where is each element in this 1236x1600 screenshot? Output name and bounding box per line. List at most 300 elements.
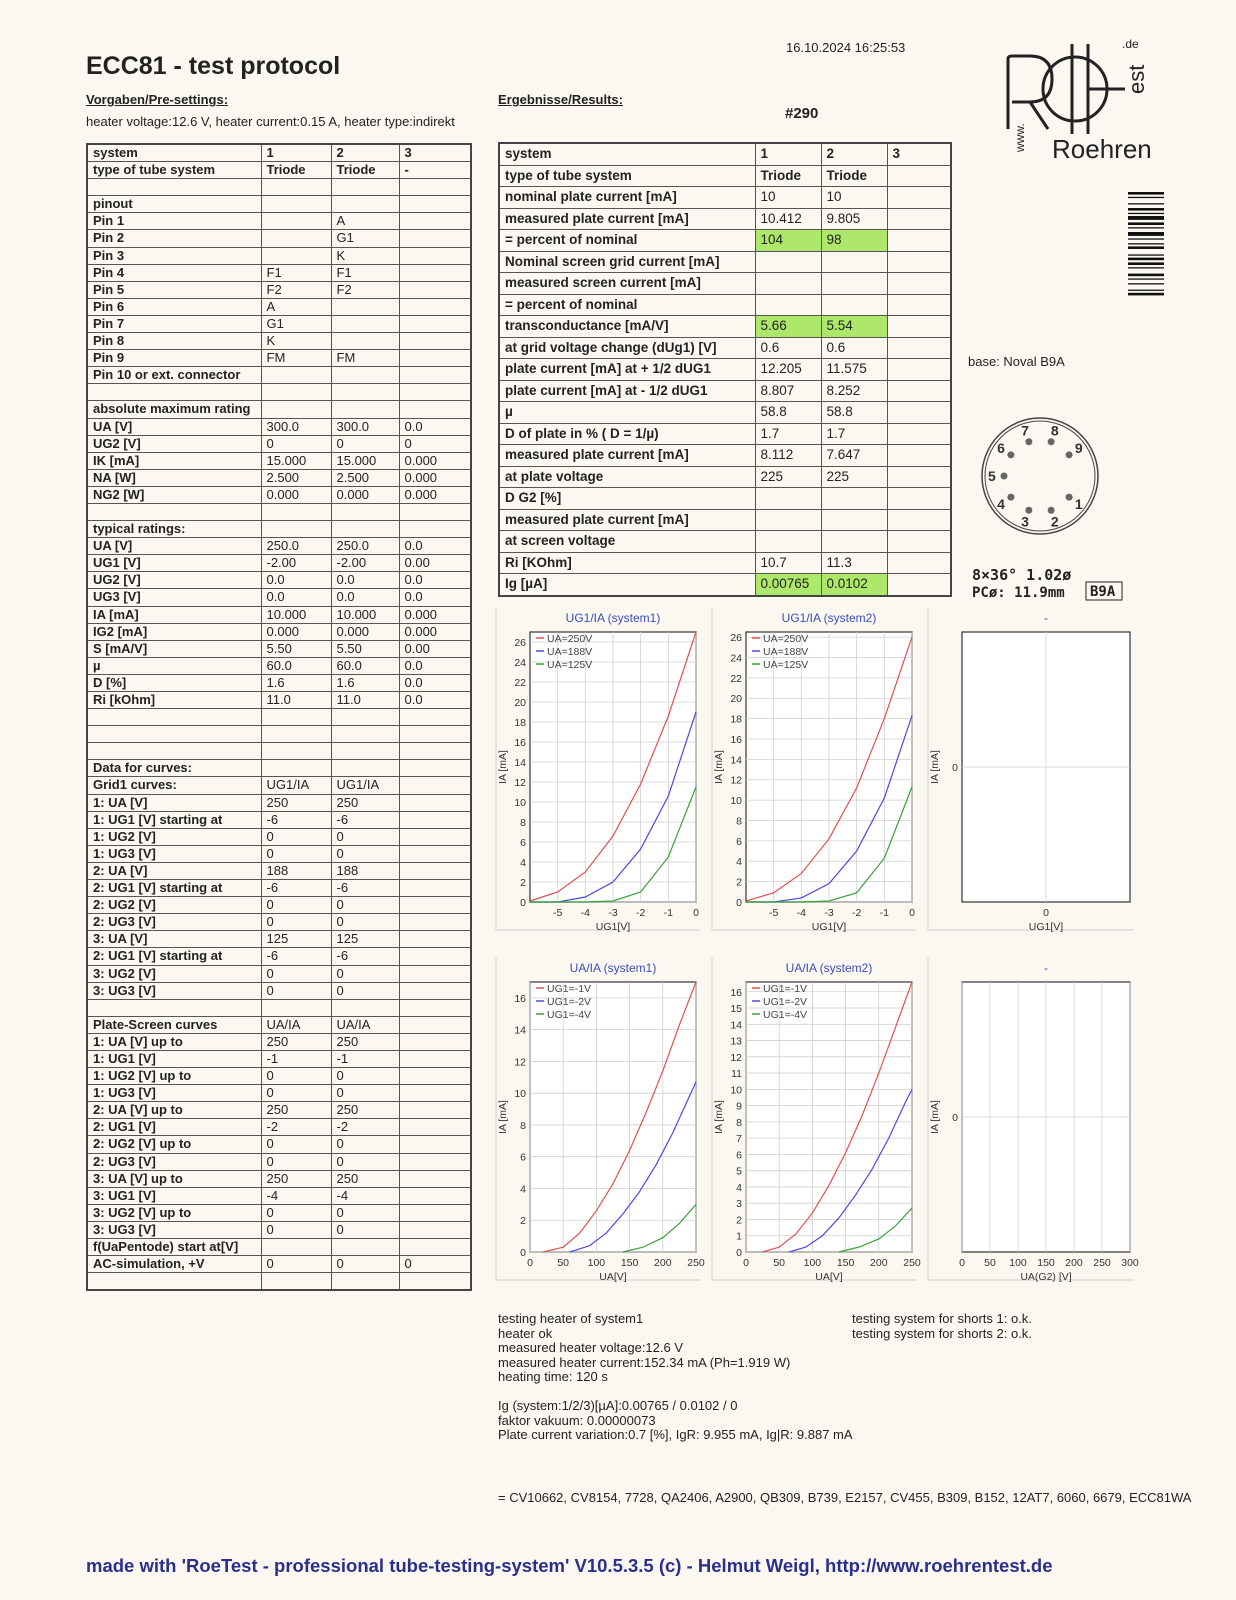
presettings-cell: 0 [331,1221,399,1238]
results-cell [887,531,951,553]
results-cell: 0.00765 [755,574,821,596]
presettings-row-label [87,743,261,760]
socket-pin [1066,494,1073,501]
presettings-row-label: Ri [kOhm] [87,692,261,709]
presettings-row [87,521,471,538]
y-tick-label: 6 [736,835,742,848]
chart-title: UG1/IA (system1) [565,611,661,625]
chart-title: UG1/IA (system2) [781,611,877,625]
presettings-cell: 0.0 [399,657,471,674]
y-tick-label: 0 [736,897,742,909]
presettings-row-label: NA [W] [87,469,261,486]
socket-pin [1007,494,1014,501]
presettings-row-label: NG2 [W] [87,486,261,503]
presettings-cell: 0 [331,914,399,931]
results-cell [887,445,951,467]
presettings-cell: 0 [331,1204,399,1221]
presettings-cell [399,264,471,281]
presettings-cell: F2 [331,281,399,298]
presettings-cell: -1 [261,1050,331,1067]
presettings-cell [331,1239,399,1256]
results-cell [821,531,887,553]
presettings-cell: 0.0 [399,538,471,555]
presettings-row [87,982,471,999]
presettings-cell: 0 [261,965,331,982]
y-tick-label: 10 [514,1088,526,1101]
barcode-bar [1128,213,1164,214]
logo-www-text: www. [1013,123,1027,152]
y-tick-label: 4 [736,856,742,869]
presettings-cell: 0.000 [399,606,471,623]
y-tick-label: 22 [730,672,742,685]
presettings-cell [331,999,399,1016]
y-tick-label: 10 [514,797,526,809]
presettings-cell [261,760,331,777]
socket-pin-label: 7 [1021,422,1029,439]
presettings-cell: G1 [261,315,331,332]
presettings-row-label: Pin 9 [87,350,261,367]
presettings-cell: 0.0 [399,589,471,606]
presettings-row-label: UG3 [V] [87,589,261,606]
presettings-cell: 250 [331,794,399,811]
results-row-label: measured plate current [mA] [499,208,755,230]
x-axis-label: UA(G2) [V] [1020,1271,1072,1283]
presettings-cell: -2.00 [331,555,399,572]
presettings-cell: 188 [331,862,399,879]
presettings-row [87,350,471,367]
barcode-bar [1128,222,1164,225]
results-cell [821,294,887,316]
legend-entry: UG1=-2V [763,996,808,1008]
x-tick-label: 200 [654,1257,672,1269]
presettings-cell: UG1/IA [261,777,331,794]
presettings-row [87,1256,471,1273]
presettings-cell: 0 [261,1085,331,1102]
presettings-cell [399,743,471,760]
presettings-cell: -4 [261,1187,331,1204]
report-line: Plate current variation:0.7 [%], IgR: 9.955 mA, Ig|R: 9.887 mA [498,1427,853,1442]
y-tick-label: 7 [736,1133,742,1146]
presettings-cell: 0 [261,845,331,862]
presettings-row [87,281,471,298]
results-cell [887,359,951,381]
results-cell [821,509,887,531]
presettings-row-label: 1: UG1 [V] [87,1050,261,1067]
presettings-cell: - [399,162,471,179]
presettings-cell: G1 [331,230,399,247]
presettings-row-label: 1: UG2 [V] up to [87,1068,261,1085]
presettings-cell [399,709,471,726]
socket-pin-label: 2 [1050,513,1059,530]
presettings-row [87,572,471,589]
presettings-row [87,452,471,469]
presettings-cell [331,726,399,743]
y-tick-label: 12 [514,777,526,789]
results-row [499,251,951,273]
barcode-bar [1128,243,1164,244]
report-line: measured heater current:152.34 mA (Ph=1.919 W) [498,1354,791,1370]
presettings-row-label: AC-simulation, +V [87,1256,261,1273]
x-tick-label: 250 [687,1257,705,1269]
presettings-cell: -2.00 [261,555,331,572]
presettings-cell: A [261,298,331,315]
y-tick-label: 22 [514,677,526,689]
results-cell: Triode [755,165,821,187]
legend-entry: UG1=-4V [547,1009,592,1021]
presettings-cell [261,743,331,760]
presettings-row-label [87,384,261,401]
logo-est-text: est [1124,64,1149,94]
presettings-cell [331,179,399,196]
y-axis-label: IA [mA] [929,1100,941,1134]
presettings-cell: 0.000 [399,452,471,469]
barcode-bar [1128,254,1164,255]
barcode-bar [1128,232,1164,236]
presettings-cell: F1 [331,264,399,281]
chart-ug1-ia-system2 [712,606,916,952]
presettings-cell: 0 [261,982,331,999]
results-row-label: D of plate in % ( D = 1/µ) [499,423,755,445]
presettings-row-label: 1: UG3 [V] [87,1085,261,1102]
barcode-bar [1128,274,1164,277]
presettings-row [87,247,471,264]
results-cell: 5.54 [821,316,887,338]
presettings-row [87,1016,471,1033]
results-cell: 8.807 [755,380,821,402]
presettings-cell: 0.0 [331,572,399,589]
presettings-cell [399,999,471,1016]
presettings-table [86,143,472,1291]
heater-test-report [498,1312,853,1443]
results-cell: 10 [755,187,821,209]
y-tick-label: 24 [514,657,526,669]
presettings-cell: -1 [331,1050,399,1067]
y-tick-label: 24 [730,652,742,665]
barcode-bar [1128,283,1164,284]
presettings-cell: -2 [331,1119,399,1136]
y-tick-label: 4 [736,1181,742,1194]
results-row-label: at screen voltage [499,531,755,553]
presettings-cell: F1 [261,264,331,281]
presettings-row [87,862,471,879]
presettings-cell: 0 [261,1204,331,1221]
presettings-row-label: Pin 1 [87,213,261,230]
presettings-cell [261,196,331,213]
presettings-row [87,264,471,281]
presettings-row-label: Pin 4 [87,264,261,281]
report-line: Ig (system:1/2/3)[µA]:0.00765 / 0.0102 / 0 [498,1398,738,1413]
presettings-row-label: Pin 3 [87,247,261,264]
y-tick-label: 12 [514,1056,526,1069]
presettings-cell: 0 [399,1256,471,1273]
presettings-row [87,315,471,332]
results-row [499,402,951,424]
results-cell [887,509,951,531]
results-cell [821,488,887,510]
x-tick-label: 100 [803,1257,822,1269]
presettings-row [87,333,471,350]
presettings-cell: 0 [261,1221,331,1238]
y-axis-label: IA [mA] [713,1100,725,1134]
socket-pin [1048,438,1055,445]
presettings-cell [399,828,471,845]
results-row [499,445,951,467]
y-tick-label: 0 [736,1247,742,1259]
results-cell: 225 [755,466,821,488]
presettings-cell [261,503,331,520]
presettings-cell [399,350,471,367]
presettings-cell: 0 [331,965,399,982]
presettings-cell [399,794,471,811]
presettings-cell: 60.0 [261,657,331,674]
y-tick-label: 18 [730,713,742,726]
presettings-cell [331,315,399,332]
presettings-row [87,828,471,845]
presettings-cell [331,709,399,726]
presettings-cell: 0 [331,1136,399,1153]
presettings-row-label: 2: UG3 [V] [87,914,261,931]
y-tick-label: 8 [736,815,742,828]
socket-pin-label: 6 [997,439,1005,456]
results-cell [887,574,951,596]
y-tick-label: 5 [736,1165,742,1178]
presettings-cell [399,281,471,298]
report-line: measured heater voltage:12.6 V [498,1340,684,1355]
y-tick-label: 20 [514,697,526,709]
presettings-row [87,1204,471,1221]
presettings-cell [399,948,471,965]
presettings-row-label: Pin 2 [87,230,261,247]
presettings-row-label [87,709,261,726]
y-axis-label: IA [mA] [497,1100,509,1134]
legend-entry: UG1=-4V [763,1009,808,1021]
results-row [499,574,951,596]
presettings-row-label: Pin 5 [87,281,261,298]
presettings-cell: 11.0 [261,692,331,709]
report-line: testing system for shorts 1: o.k. [852,1311,1032,1326]
presettings-row-label: 3: UG2 [V] up to [87,1204,261,1221]
presettings-cell: 0.00 [399,555,471,572]
presettings-cell: 0 [399,435,471,452]
chart-title: UA/IA (system1) [569,961,657,975]
x-tick-label: 0 [743,1257,749,1269]
base-label: base: Noval B9A [968,354,1065,369]
presettings-cell: -2 [261,1119,331,1136]
legend-entry: UG1=-2V [547,996,592,1008]
presettings-row-label: 2: UA [V] up to [87,1102,261,1119]
presettings-row [87,435,471,452]
y-tick-label: 12 [730,774,742,787]
x-tick-label: 150 [1037,1257,1055,1269]
presettings-cell [399,196,471,213]
presettings-cell: 10.000 [331,606,399,623]
socket-pin [1001,473,1008,480]
results-row [499,337,951,359]
results-row [499,230,951,252]
presettings-cell: 0.0 [261,572,331,589]
results-cell: 9.805 [821,208,887,230]
presettings-row-label: pinout [87,196,261,213]
presettings-row-label: 2: UG1 [V] starting at [87,880,261,897]
results-cell: 11.3 [821,552,887,574]
presettings-row [87,743,471,760]
y-tick-label: 15 [730,1003,742,1016]
presettings-cell: F2 [261,281,331,298]
presettings-row [87,709,471,726]
presettings-row-label: UG2 [V] [87,435,261,452]
barcode-bar [1128,267,1164,268]
presettings-row-label: 1: UA [V] [87,794,261,811]
results-cell: 7.647 [821,445,887,467]
y-tick-label: 26 [514,637,526,649]
barcode-bar [1128,246,1164,249]
socket-caption-1: 8×36° 1.02ø [972,566,1072,584]
x-tick-label: 50 [773,1257,786,1269]
presettings-cell [261,401,331,418]
socket-diagram [968,418,1138,608]
results-row [499,531,951,553]
legend-entry: UA=125V [547,659,593,671]
presettings-cell: 0 [261,897,331,914]
y-tick-label: 14 [730,754,742,767]
presettings-cell: 0 [331,1256,399,1273]
report-line [498,1385,853,1400]
y-tick-label: 4 [520,1183,526,1196]
presettings-cell: UA/IA [331,1016,399,1033]
presettings-cell [399,760,471,777]
results-cell: 10.7 [755,552,821,574]
x-tick-label: 0 [1043,907,1049,919]
results-cell: 0.0102 [821,574,887,596]
x-tick-label: 100 [1009,1257,1027,1269]
presettings-cell: 0 [331,1085,399,1102]
presettings-cell [399,230,471,247]
equivalent-types: = CV10662, CV8154, 7728, QA2406, A2900, QB309, B739, E2157, CV455, B309, B152, 12AT7, 6060, 6679, ECC81WA [498,1490,1192,1505]
y-tick-label: 16 [514,737,526,749]
presettings-row [87,965,471,982]
presettings-cell: 125 [261,931,331,948]
x-tick-label: -3 [608,907,618,919]
presettings-row [87,213,471,230]
results-heading: Ergebnisse/Results: [498,92,623,107]
x-tick-label: -3 [824,907,834,919]
presettings-row [87,880,471,897]
results-cell: 5.66 [755,316,821,338]
results-row [499,273,951,295]
results-cell [755,294,821,316]
barcode-bar [1128,238,1164,239]
results-cell: 98 [821,230,887,252]
presettings-cell: Triode [261,162,331,179]
presettings-row-label: absolute maximum rating [87,401,261,418]
presettings-cell: 0 [261,435,331,452]
presettings-cell [399,777,471,794]
results-row-label: transconductance [mA/V] [499,316,755,338]
presettings-cell [399,315,471,332]
presettings-row [87,794,471,811]
report-line: testing heater of system1 [498,1311,644,1326]
y-tick-label: 8 [520,817,526,829]
chart-ug1-ia-system3 [928,606,1134,952]
presettings-cell: 0 [261,1068,331,1085]
presettings-cell [399,1016,471,1033]
presettings-cell [331,401,399,418]
presettings-cell: 5.50 [331,640,399,657]
results-cell [887,316,951,338]
presettings-row-label [87,726,261,743]
y-tick-label: 2 [520,1215,526,1228]
chart-title: - [1044,961,1048,975]
results-cell [887,230,951,252]
presettings-cell [399,298,471,315]
presettings-row [87,1187,471,1204]
presettings-cell [399,862,471,879]
results-cell [755,531,821,553]
barcode-bar [1128,203,1164,204]
presettings-cell: 0.000 [331,623,399,640]
presettings-row [87,1170,471,1187]
presettings-row [87,1102,471,1119]
y-tick-label: 12 [730,1051,742,1064]
presettings-cell: 250 [331,1170,399,1187]
presettings-cell: 0.000 [399,469,471,486]
y-axis-label: IA [mA] [713,750,725,784]
presettings-cell: 0 [331,1153,399,1170]
presettings-cell [399,1204,471,1221]
x-axis-label: UG1[V] [1028,921,1064,933]
presettings-cell [261,213,331,230]
x-tick-label: 200 [870,1257,888,1269]
x-tick-label: 0 [909,907,915,919]
presettings-row-label: µ [87,657,261,674]
chart-title: - [1044,611,1048,625]
legend-entry: UG1=-1V [547,983,592,995]
results-cell: 58.8 [821,402,887,424]
x-tick-label: 200 [1065,1257,1083,1269]
results-row-label: measured screen current [mA] [499,273,755,295]
y-tick-label: 11 [731,1068,742,1081]
presettings-row-label: Grid1 curves: [87,777,261,794]
presettings-row [87,1239,471,1256]
results-cell: 104 [755,230,821,252]
roehrentest-logo [1000,34,1150,164]
legend-entry: UA=125V [763,659,809,671]
presettings-cell: 15.000 [331,452,399,469]
presettings-row [87,1273,471,1291]
presettings-row-label: 2: UG2 [V] [87,897,261,914]
presettings-cell [261,247,331,264]
barcode-bar [1128,197,1164,198]
presettings-cell: 15.000 [261,452,331,469]
results-cell: 58.8 [755,402,821,424]
presettings-row [87,760,471,777]
presettings-row [87,897,471,914]
presettings-cell [399,1068,471,1085]
x-axis-label: UG1[V] [811,921,847,933]
heater-settings: heater voltage:12.6 V, heater current:0.15 A, heater type:indirekt [86,114,455,129]
presettings-cell [399,1102,471,1119]
results-cell [755,273,821,295]
y-tick-label: 16 [514,992,526,1005]
presettings-cell: 300.0 [331,418,399,435]
legend-entry: UA=188V [763,646,809,658]
presettings-cell [331,367,399,384]
y-tick-label: 14 [514,1024,526,1037]
presettings-row-label: 2: UG1 [V] starting at [87,948,261,965]
results-row [499,509,951,531]
chart-ug1-ia-system1 [496,606,700,952]
presettings-cell [399,1187,471,1204]
